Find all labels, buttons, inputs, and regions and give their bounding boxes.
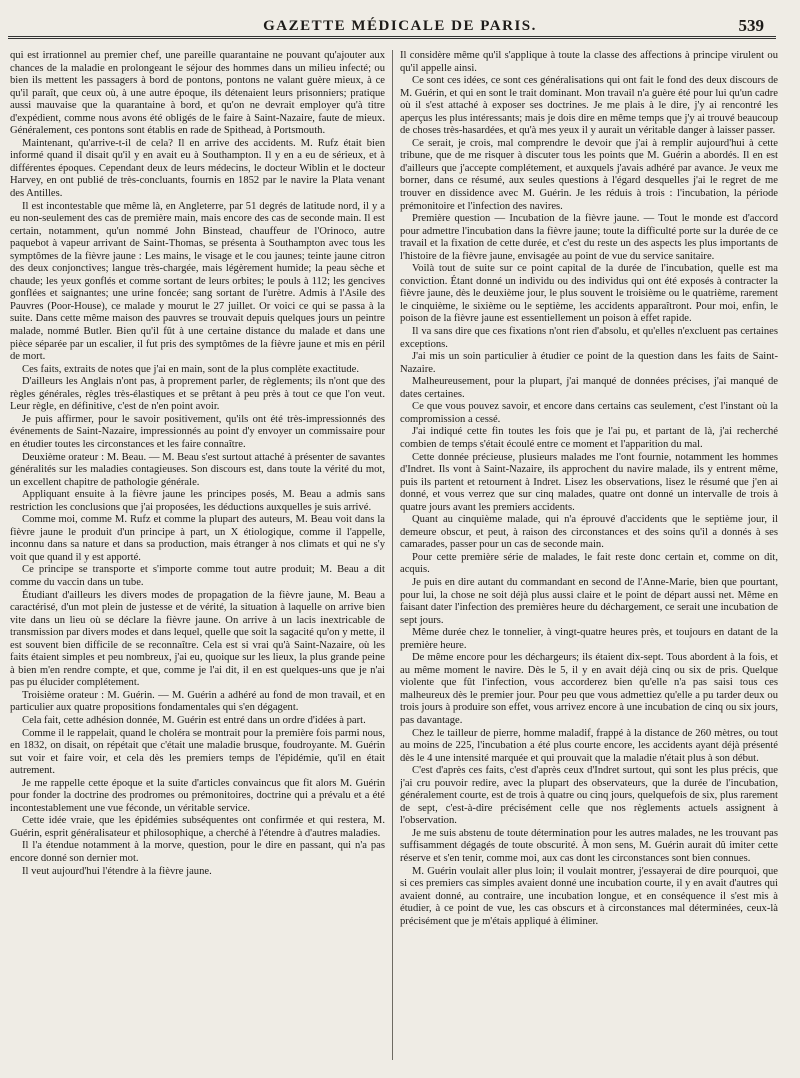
paragraph: Voilà tout de suite sur ce point capital de la durée de l'incubation, quelle est ma conviction. Étant donné un individu ou des individus qui ont été exposés à contracter la fièvre jaune, dès le deuxième jour, le plus souvent le troisième ou le quatrième, rarement le cinquième, le sixième ou le septième, les accidents apparaîtront. Pour moi, enfin, le poison de la fièvre jaune est essentiellement un poison à effet rapide. <box>400 263 778 325</box>
paragraph: M. Guérin voulait aller plus loin; il voulait montrer, j'essayerai de dire pourquoi, que si ces premiers cas simples avaient donné une incubation courte, il y en avait d'autres qui avaient donné, au contraire, une incubation longue, et en conséquence il s'est mis à étudier, à ce point de vue, les cas obscurs et à circonstances mal déterminées, ceux-là précisément que je m'étais appliqué à éliminer. <box>400 865 778 927</box>
paragraph: Je puis affirmer, pour le savoir positivement, qu'ils ont été très-impressionnés des événements de Saint-Nazaire, impressionnés au point d'y envoyer un commissaire pour en étudier toutes les circonstances et les faire connaître. <box>10 413 385 450</box>
paragraph: Pour cette première série de malades, le fait reste donc certain et, comme on dit, acquis. <box>400 551 778 576</box>
paragraph: Ce sont ces idées, ce sont ces généralisations qui ont fait le fond des deux discours de M. Guérin, et qui en sont le trait dominant. Mon travail n'a guère été pour lui qu'un cadre où il s'est attaché à exposer ses doctrines. Je me plais à le dire, j'y ai rencontré les aperçus les plus intéressants; mais je dois dire en même temps que j'y ai trouvé beaucoup de choses très-hasardées, et qu'à mes yeux il y aurait un véritable danger à laisser passer. <box>400 75 778 137</box>
left-column <box>10 50 385 1060</box>
column-divider <box>392 50 393 1060</box>
paragraph: Je puis en dire autant du commandant en second de l'Anne-Marie, bien que pourtant, pour lui, la chose ne soit déjà plus aussi claire et le point de départ aussi net. Même en faisant dater l'infection des premières heure du déchargement, ce serait une incubation de sept jours. <box>400 576 778 626</box>
paragraph: Il l'a étendue notamment à la morve, question, pour le dire en passant, qui n'a pas encore donné son dernier mot. <box>10 840 385 864</box>
paragraph: Comme il le rappelait, quand le choléra se montrait pour la première fois parmi nous, en 1832, on disait, on répétait que c'était une maladie brusque, foudroyante. M. Guérin sut voir et faire voir, et cela dès les premiers temps de l'épidémie, qu'il en était autrement. <box>10 727 385 777</box>
paragraph: Il est incontestable que même là, en Angleterre, par 51 degrés de latitude nord, il y a eu non-seulement des cas de première main, mais encore des cas de seconde main. Il est certain, notamment, qu'un nommé John Binstead, chauffeur de l'Orinoco, autre paquebot à vapeur arrivant de Saint-Thomas, se présenta à Southampton avec tous les symptômes de la fièvre jaune : Les mains, le visage et le cou jaunes; teinte jaune citron des deux conjonctives; langue très-chargée, mais légèrement humide; la peau sèche et chaude; les yeux gonflés et comme sortant de leurs orbites; le pouls à 112; les gencives gonflées et saignantes; une urine foncée; sang sortant de l'urètre. Admis à l'Asile des Pauvres (Poor-House), ce malade y mourut le 27 juillet. Or voici ce qui se passa à la suite. Dans cette même maison des pauvres se trouvait depuis quelques jours un peintre malade, nommé Butler. Bien qu'il fût à une certaine distance du malade et dans une pièce séparée par un escalier, il fut pris des symptômes de la fièvre jaune et mis en péril de mort. <box>10 200 385 363</box>
paragraph: Malheureusement, pour la plupart, j'ai manqué de données précises, j'ai manqué de dates certaines. <box>400 376 778 400</box>
paragraph: Il considère même qu'il s'applique à toute la classe des affections à principe virulent ou qu'il appelle ainsi. <box>400 50 778 74</box>
paragraph: Appliquant ensuite à la fièvre jaune les principes posés, M. Beau a admis sans restriction les conclusions que j'ai proposées, les déductions auxquelles je suis arrivé. <box>10 489 385 513</box>
paragraph: Chez le tailleur de pierre, homme maladif, frappé à la distance de 260 mètres, ou tout au moins de 225, l'incubation a été plus courte encore, les accidents ayant déjà présenté dès le 4 une intensité marquée et qui prouvait que la maladie n'était plus à son début. <box>400 727 778 764</box>
page-header <box>0 14 800 38</box>
right-column <box>400 50 778 1060</box>
paragraph: Je me rappelle cette époque et la suite d'articles convaincus que fit alors M. Guérin pour fonder la doctrine des prodromes ou prémonitoires, doctrine qui a prévalu et a été incontestablement une vue féconde, un véritable service. <box>10 777 385 814</box>
paragraph: Ces faits, extraits de notes que j'ai en main, sont de la plus complète exactitude. <box>22 363 359 375</box>
paragraph: qui est irrationnel au premier chef, une pareille quarantaine ne pouvant qu'ajouter aux chances de la maladie en prolongeant le séjour des hommes dans un milieu infecté; ou bien ils mettent les passagers à bord de pontons, pontons ne valant guère mieux, à ce qu'il paraît, que ceux où, à une autre époque, ils détenaient leurs prisonniers; pratique aussi mauvaise que la quarantaine à bord, et qu'on ne devrait employer qu'à titre d'expédient, comme nous avons été obligés de le faire à Saint-Nazaire, faute de mieux. Généralement, ces pontons sont établis en rade de Spithead, à Portsmouth. <box>10 50 385 137</box>
journal-title: GAZETTE MÉDICALE DE PARIS. <box>263 18 537 34</box>
paragraph: Ce que vous pouvez savoir, et encore dans certains cas seulement, c'est l'instant où la compromission a cessé. <box>400 401 778 425</box>
paragraph: Troisième orateur : M. Guérin. — M. Guérin a adhéré au fond de mon travail, et en particulier aux quatre propositions fondamentales qui s'en dégagent. <box>10 689 385 714</box>
paragraph: Maintenant, qu'arrive-t-il de cela? Il en arrive des accidents. M. Rufz était bien informé quand il disait qu'il y en avait eu à Southampton. Il y en a eu de sérieux, et à différentes époques. Cependant deux de leurs médecins, le docteur Wiblin et le docteur Harvey, en ont publié de très-concluants, fournis en 1852 par le navire la Plata venant des Antilles. <box>10 137 385 200</box>
paragraph: J'ai indiqué cette fin toutes les fois que je l'ai pu, et partant de là, j'ai recherché combien de temps s'était écoulé entre ce moment et l'apparition du mal. <box>400 426 778 450</box>
paragraph: Ce serait, je crois, mal comprendre le devoir que j'ai à remplir aujourd'hui à cette tribune, que de me risquer à discuter tous les points que M. Guérin a abordés. Il en est d'ailleurs que j'accepte complétement, et auxquels j'avais adhéré par avance. Je veux me borner, dans ce résumé, aux seules questions à l'égard desquelles j'ai le regret de me trouver en dissidence avec M. Guérin. Je les réduis à trois : l'incubation, la période prémonitoire et l'infection des navires. <box>400 137 778 212</box>
header-rule <box>8 36 776 39</box>
paragraph: C'est d'après ces faits, c'est d'après ceux d'Indret surtout, qui sont les plus précis, que j'ai cru pouvoir redire, avec la plupart des observateurs, que la durée de l'incubation, généralement courte, est de trois à quatre ou cinq jours, quelquefois de six, plus rarement de sept, c'est-à-dire précisément celle que nos règlements actuels assignent à l'observation. <box>400 765 778 827</box>
page-number: 539 <box>738 16 764 35</box>
paragraph: Deuxième orateur : M. Beau. — M. Beau s'est surtout attaché à présenter de savantes généralités sur les maladies contagieuses. Son discours est, dans toute la vérité du mot, un excellent chapitre de pathologie générale. <box>10 451 385 488</box>
paragraph: Cela fait, cette adhésion donnée, M. Guérin est entré dans un ordre d'idées à part. <box>22 714 366 726</box>
paragraph: Cette idée vraie, que les épidémies subséquentes ont confirmée et qui restera, M. Guérin, esprit généralisateur et philosophique, a cherché à l'étendre à d'autres maladies. <box>10 815 385 839</box>
paragraph: De même encore pour les déchargeurs; ils étaient dix-sept. Tous abordent à la fois, et au même moment le navire. Dès le 5, il y en avait déjà cinq ou six de pris. Quelque violente que fût l'infection, vous accorderez bien qu'elle n'a pas saisi tous ces malheureux dès le premier jour. Pour peu que vous admettiez qu'elle a pu tarder deux ou trois jours à produire son effet, vous arrivez encore à une incubation de cinq ou six jours, pas davantage. <box>400 652 778 726</box>
paragraph: Étudiant d'ailleurs les divers modes de propagation de la fièvre jaune, M. Beau a caractérisé, d'un mot plein de justesse et de vérité, la situation à laquelle on arrive bien vite dans un lieu où se déclare la fièvre jaune. On arrive à un lacis inextricable de transmission par divers modes et dans lequel, quelle que soit la sagacité qu'on y mette, il est souvent bien difficile de se reconnaître. Cela est si vrai qu'à Saint-Nazaire, où les faits étaient simples et peu nombreux, j'ai eu, quoique sur les lieux, la plus grande peine à bien m'en rendre compte, et que, comme je l'ai dit, il en est quelques-uns que je n'ai pas pu élucider complétement. <box>10 589 385 689</box>
paragraph: D'ailleurs les Anglais n'ont pas, à proprement parler, de règlements; ils n'ont que des règles générales, règles très-élastiques et se prêtant à peu près à tout ce que l'on veut. Leur règle, en définitive, c'est de n'en point avoir. <box>10 376 385 413</box>
paragraph: Comme moi, comme M. Rufz et comme la plupart des auteurs, M. Beau voit dans la fièvre jaune le produit d'un principe à part, un X étiologique, comme il l'appelle, inconnu dans sa nature et dans sa production, mais étranger à nos climats et qui ne s'y voit que quand il y est apporté. <box>10 514 385 563</box>
paragraph: Quant au cinquième malade, qui n'a éprouvé d'accidents que le septième jour, il demeure obscur, et peut, à raison des circonstances et des soins qu'il a donnés à ses camarades, passer pour un cas de seconde main. <box>400 514 778 551</box>
paragraph: J'ai mis un soin particulier à étudier ce point de la question dans les faits de Saint-Nazaire. <box>400 351 778 375</box>
paragraph: Il va sans dire que ces fixations n'ont rien d'absolu, et qu'elles n'excluent pas certaines exceptions. <box>400 326 778 350</box>
paragraph: Même durée chez le tonnelier, à vingt-quatre heures près, et toujours en datant de la première heure. <box>400 627 778 651</box>
paragraph: Je me suis abstenu de toute détermination pour les autres malades, ne les trouvant pas suffisamment dégagés de toute obscurité. À mon sens, M. Guérin aurait dû imiter cette réserve et s'en tenir, comme moi, aux cas dont les circonstances sont bien connues. <box>400 827 778 864</box>
paragraph: Il veut aujourd'hui l'étendre à la fièvre jaune. <box>22 865 212 877</box>
paragraph: Cette donnée précieuse, plusieurs malades me l'ont fournie, notamment les hommes d'Indret. Ils vont à Saint-Nazaire, ils approchent du navire malade, ils y entrent même, puis ils partent et retournent à Indret. Lisez les observations, lisez le résumé que j'en ai donné, et vous verrez que sur cinq malades, quatre ont donné un intervalle de trois à quatre jours avant les premiers accidents. <box>400 451 778 513</box>
paragraph: Ce principe se transporte et s'importe comme tout autre produit; M. Beau a dit comme du vaccin dans un tube. <box>10 564 385 588</box>
paragraph: Première question — Incubation de la fièvre jaune. — Tout le monde est d'accord pour admettre l'incubation dans la fièvre jaune; toute la difficulté porte sur la durée de ce travail et la fixation de cette durée, et c'est du reste un des aspects les plus importants de l'histoire de la fièvre jaune, envisagée au point de vue du service sanitaire. <box>400 213 778 262</box>
